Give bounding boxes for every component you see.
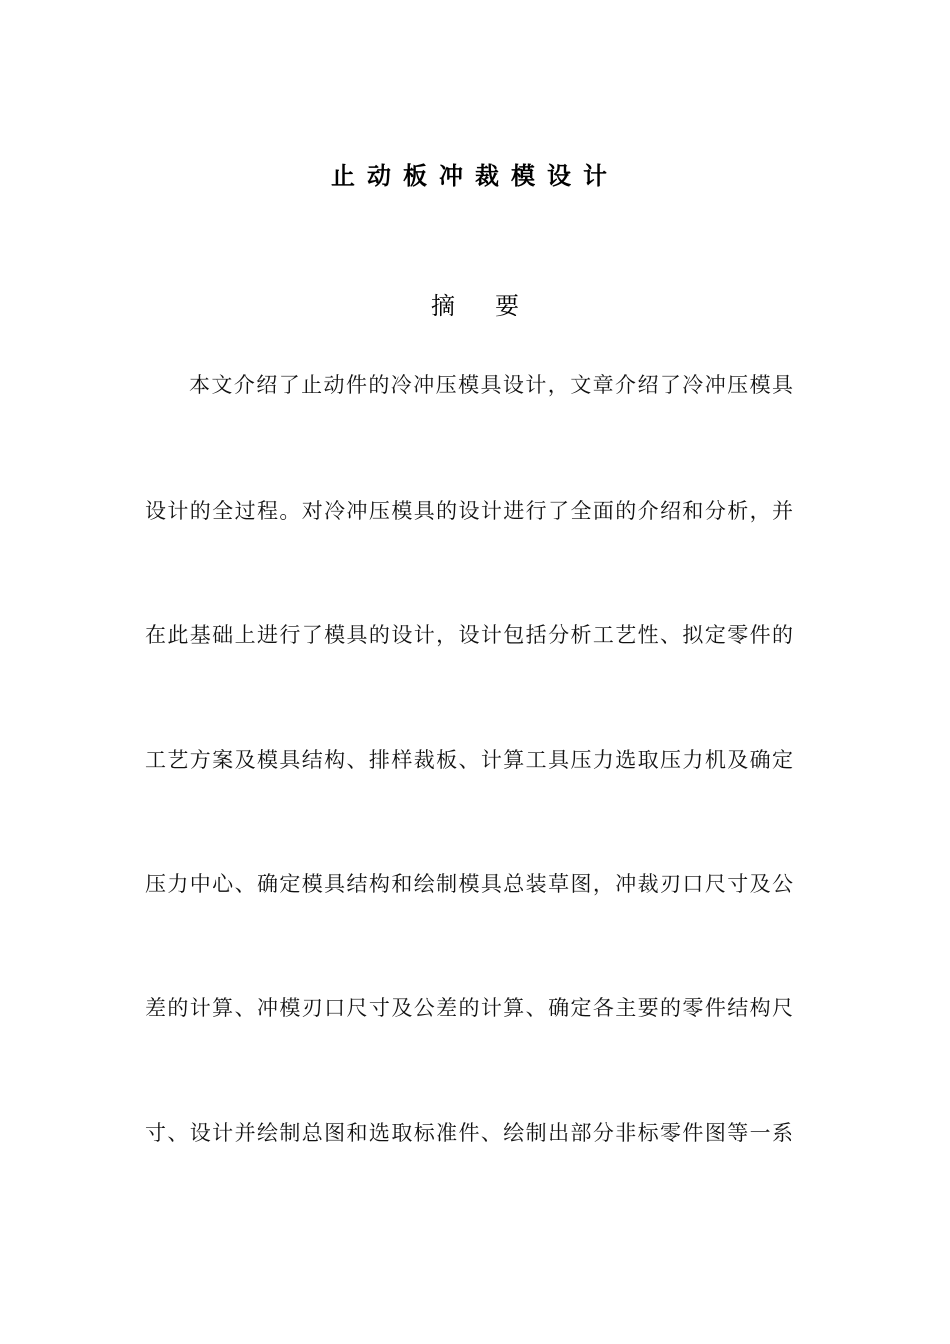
abstract-line: 差的计算、冲模刃口尺寸及公差的计算、确定各主要的零件结构尺 [145,996,793,1020]
abstract-heading: 摘要 [431,292,559,320]
abstract-line: 压力中心、确定模具结构和绘制模具总装草图，冲裁刃口尺寸及公 [145,872,793,896]
abstract-line: 本文介绍了止动件的冷冲压模具设计，文章介绍了冷冲压模具 [189,373,793,397]
abstract-line: 设计的全过程。对冷冲压模具的设计进行了全面的介绍和分析，并 [145,499,793,523]
abstract-line: 在此基础上进行了模具的设计，设计包括分析工艺性、拟定零件的 [145,623,793,647]
abstract-line: 寸、设计并绘制总图和选取标准件、绘制出部分非标零件图等一系 [145,1121,793,1145]
abstract-line: 工艺方案及模具结构、排样裁板、计算工具压力选取压力机及确定 [145,748,793,772]
document-title: 止动板冲裁模设计 [331,162,619,190]
